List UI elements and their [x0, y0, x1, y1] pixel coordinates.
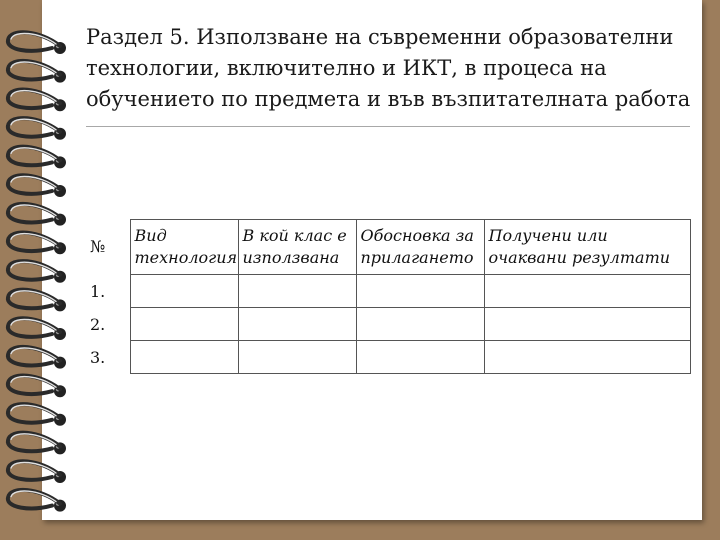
spiral-ring-icon: [8, 61, 66, 83]
header-class-used: [238, 220, 356, 275]
title-line-1: Раздел 5. Използване на съвременни образователни: [86, 25, 674, 49]
table-row: [86, 275, 690, 308]
spiral-ring-icon: [8, 347, 66, 369]
header-number-label: №: [90, 237, 106, 256]
cell-justification: [356, 341, 484, 374]
spiral-binding-icon: [0, 0, 80, 540]
header-justification-line2: прилагането: [360, 248, 474, 267]
row-number: 1.: [90, 281, 106, 301]
cell-class-used: [238, 341, 356, 374]
cell-class-used: [238, 275, 356, 308]
header-results-line1: Получени или: [488, 226, 608, 245]
technology-table: [86, 219, 691, 374]
spiral-ring-icon: [8, 118, 66, 140]
header-class-used-line1: В кой клас е: [242, 226, 347, 245]
header-technology-type-line1: Вид: [134, 226, 167, 245]
row-number: 2.: [90, 314, 106, 334]
cell-results: [484, 341, 690, 374]
spiral-ring-icon: [8, 147, 66, 169]
header-technology-type: [130, 220, 238, 275]
cell-technology-type: [130, 341, 238, 374]
spiral-ring-icon: [8, 261, 66, 283]
header-technology-type-line2: технология: [134, 248, 238, 267]
table-row: [86, 341, 690, 374]
spiral-ring-icon: [8, 290, 66, 312]
spiral-ring-icon: [8, 232, 66, 254]
spiral-ring-icon: [8, 175, 66, 197]
cell-justification: [356, 308, 484, 341]
header-class-used-line2: използвана: [242, 248, 340, 267]
cell-results: [484, 308, 690, 341]
spiral-ring-icon: [8, 404, 66, 426]
spiral-ring-icon: [8, 318, 66, 340]
page-title: [86, 22, 696, 115]
cell-justification: [356, 275, 484, 308]
spiral-ring-icon: [8, 433, 66, 455]
cell-results: [484, 275, 690, 308]
table-row: [86, 308, 690, 341]
header-justification-line1: Обосновка за: [360, 226, 474, 245]
header-number: [86, 220, 130, 275]
header-results-line2: очаквани резултати: [488, 248, 671, 267]
spiral-ring-icon: [8, 32, 66, 54]
table-header-row: [86, 220, 690, 275]
cell-technology-type: [130, 308, 238, 341]
cell-class-used: [238, 308, 356, 341]
spiral-ring-icon: [8, 375, 66, 397]
spiral-ring-icon: [8, 461, 66, 483]
row-number: 3.: [90, 347, 106, 367]
spiral-ring-icon: [8, 204, 66, 226]
title-divider: [86, 126, 690, 127]
spiral-ring-icon: [8, 89, 66, 111]
cell-technology-type: [130, 275, 238, 308]
header-justification: [356, 220, 484, 275]
header-results: [484, 220, 690, 275]
title-line-3: обучението по предмета и във възпитателната работа: [86, 87, 691, 111]
title-line-2: технологии, включително и ИКТ, в процеса на: [86, 56, 607, 80]
spiral-ring-icon: [8, 490, 66, 512]
